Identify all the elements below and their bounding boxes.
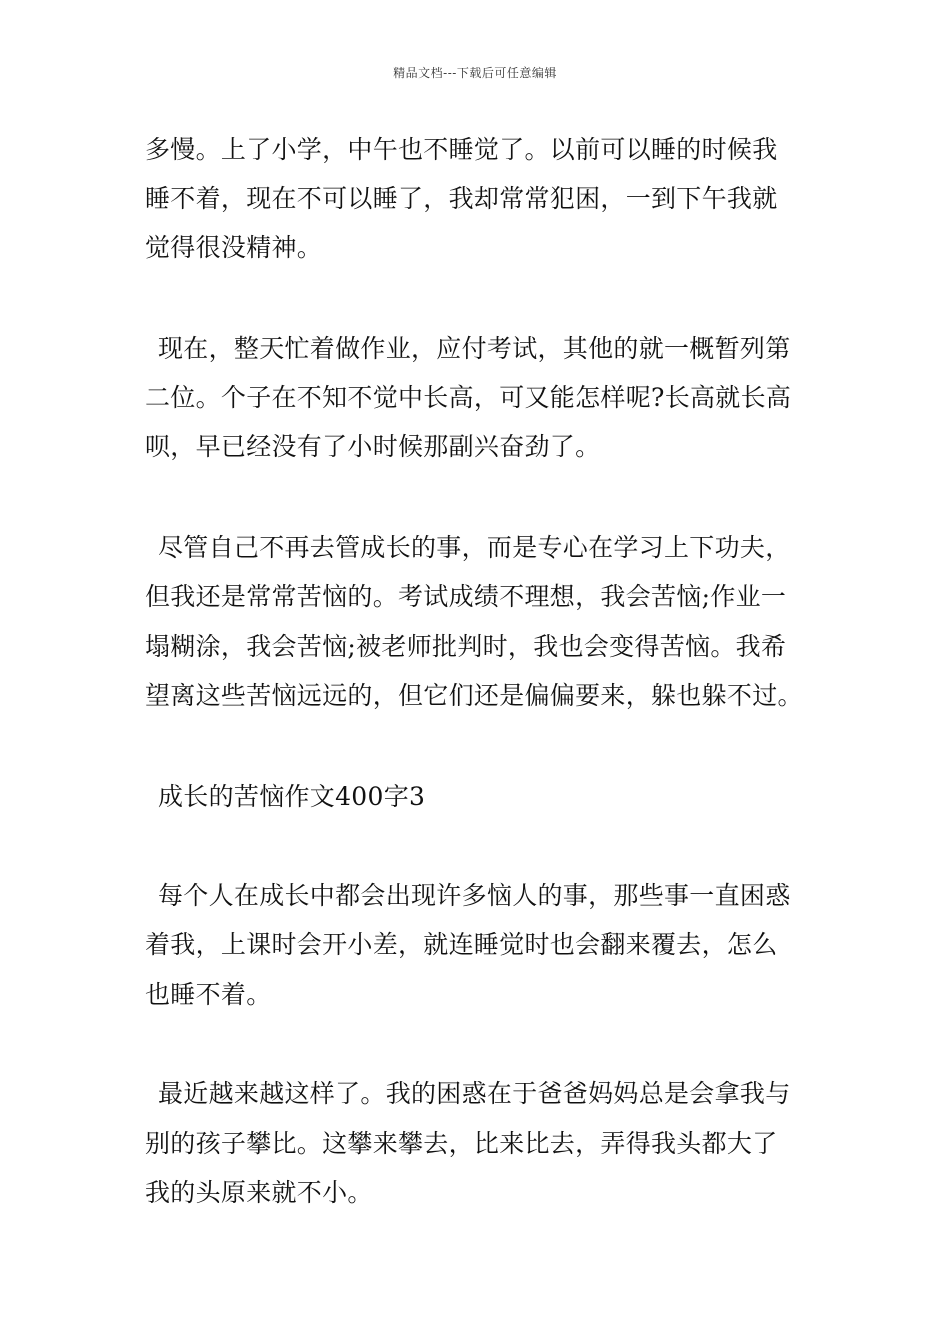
page-header: 精品文档---下载后可任意编辑	[393, 66, 557, 80]
paragraph-line: 最近越来越这样了。我的困惑在于爸爸妈妈总是会拿我与	[158, 1079, 791, 1108]
paragraph-line: 二位。个子在不知不觉中长高，可又能怎样呢?长高就长高	[145, 383, 792, 412]
paragraph-line: 现在，整天忙着做作业，应付考试，其他的就一概暂列第	[158, 334, 791, 363]
paragraph-line: 多慢。上了小学，中午也不睡觉了。以前可以睡的时候我	[145, 135, 778, 164]
paragraph-line: 睡不着，现在不可以睡了，我却常常犯困，一到下午我就	[145, 184, 778, 213]
paragraph-line: 尽管自己不再去管成长的事，而是专心在学习上下功夫，	[158, 533, 791, 562]
paragraph-line: 每个人在成长中都会出现许多恼人的事，那些事一直困惑	[158, 881, 791, 910]
paragraph-line: 也睡不着。	[145, 980, 272, 1009]
paragraph-line: 觉得很没精神。	[145, 233, 323, 262]
section-heading: 成长的苦恼作文400字3	[158, 782, 426, 811]
paragraph-line: 着我，上课时会开小差，就连睡觉时也会翻来覆去，怎么	[145, 930, 778, 959]
paragraph-line: 我的头原来就不小。	[145, 1178, 373, 1207]
paragraph-line: 别的孩子攀比。这攀来攀去，比来比去，弄得我头都大了	[145, 1129, 778, 1158]
paragraph-line: 呗，早已经没有了小时候那副兴奋劲了。	[145, 432, 601, 461]
paragraph-line: 但我还是常常苦恼的。考试成绩不理想，我会苦恼;作业一	[145, 582, 787, 611]
paragraph-line: 望离这些苦恼远远的，但它们还是偏偏要来，躲也躲不过。	[145, 681, 803, 710]
paragraph-line: 塌糊涂，我会苦恼;被老师批判时，我也会变得苦恼。我希	[145, 632, 787, 661]
